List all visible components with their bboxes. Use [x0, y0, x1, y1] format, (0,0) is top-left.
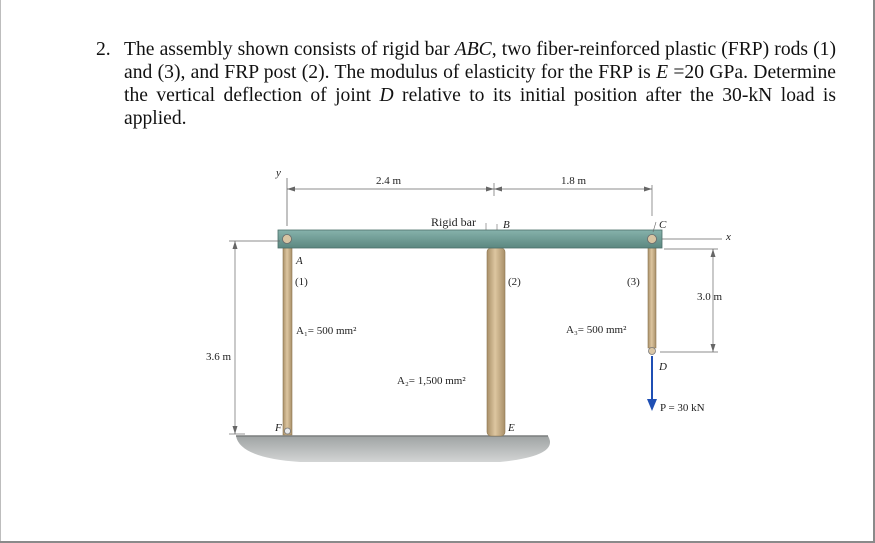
area-2-label: A₂= 1,500 mm² [397, 375, 466, 387]
pin-a [283, 235, 292, 244]
dim-arrow-left-top [233, 241, 238, 249]
member-3-label: (3) [627, 276, 640, 288]
modulus-symbol: E [656, 62, 669, 83]
problem-text-part-3: =20 GPa. Determine the vertical deflection of joint [124, 62, 837, 106]
dim-arrow-ab-right [486, 187, 494, 192]
rigid-bar-label: Rigid bar [431, 215, 476, 229]
dim-arrow-ab-left [287, 187, 295, 192]
point-d-label: D [659, 361, 667, 373]
bar-name: ABC [454, 39, 492, 60]
x-axis-label: x [726, 231, 731, 243]
rigid-bar-abc [278, 230, 662, 248]
dim-label-left-height: 3.6 m [206, 351, 232, 363]
problem-text-part-4: relative to its initial position after the 30-kN load is applied. [124, 85, 837, 129]
dim-label-right-height: 3.0 m [697, 291, 723, 303]
dim-arrow-right-bottom [711, 344, 716, 352]
ground-support [236, 436, 550, 462]
point-a-label: A [296, 255, 303, 267]
dim-arrow-right-top [711, 249, 716, 257]
problem-text-part-2: , two fiber-reinforced plastic (FRP) rods (1) and (3), and FRP post (2). The modulus of elasticity for the FRP is [124, 39, 836, 83]
dim-arrow-bc-left [494, 187, 502, 192]
pin-f [285, 428, 291, 434]
point-e-label: E [508, 422, 515, 434]
load-arrow-head [647, 399, 657, 411]
dim-label-ab: 2.4 m [376, 175, 402, 187]
dim-label-bc: 1.8 m [561, 175, 587, 187]
point-f-label: F [275, 422, 282, 434]
joint-symbol: D [379, 85, 394, 106]
pin-c [648, 235, 657, 244]
load-label: P = 30 kN [660, 402, 705, 414]
rod-3 [648, 248, 656, 348]
point-c-label: C [659, 219, 667, 231]
post-2 [487, 248, 505, 436]
rod-1 [283, 248, 292, 435]
problem-text-part-1: The assembly shown consists of rigid bar [124, 39, 455, 60]
area-3-label: A₃= 500 mm² [566, 324, 627, 336]
dim-arrow-bc-right [644, 187, 652, 192]
problem-number: 2. [96, 39, 111, 60]
member-1-label: (1) [295, 276, 308, 288]
y-axis-label: y [276, 167, 281, 179]
dim-arrow-left-bottom [233, 426, 238, 434]
pin-d [649, 348, 656, 355]
area-1-label: A₁= 500 mm² [296, 325, 357, 337]
point-b-label: B [503, 219, 510, 231]
member-2-label: (2) [508, 276, 521, 288]
